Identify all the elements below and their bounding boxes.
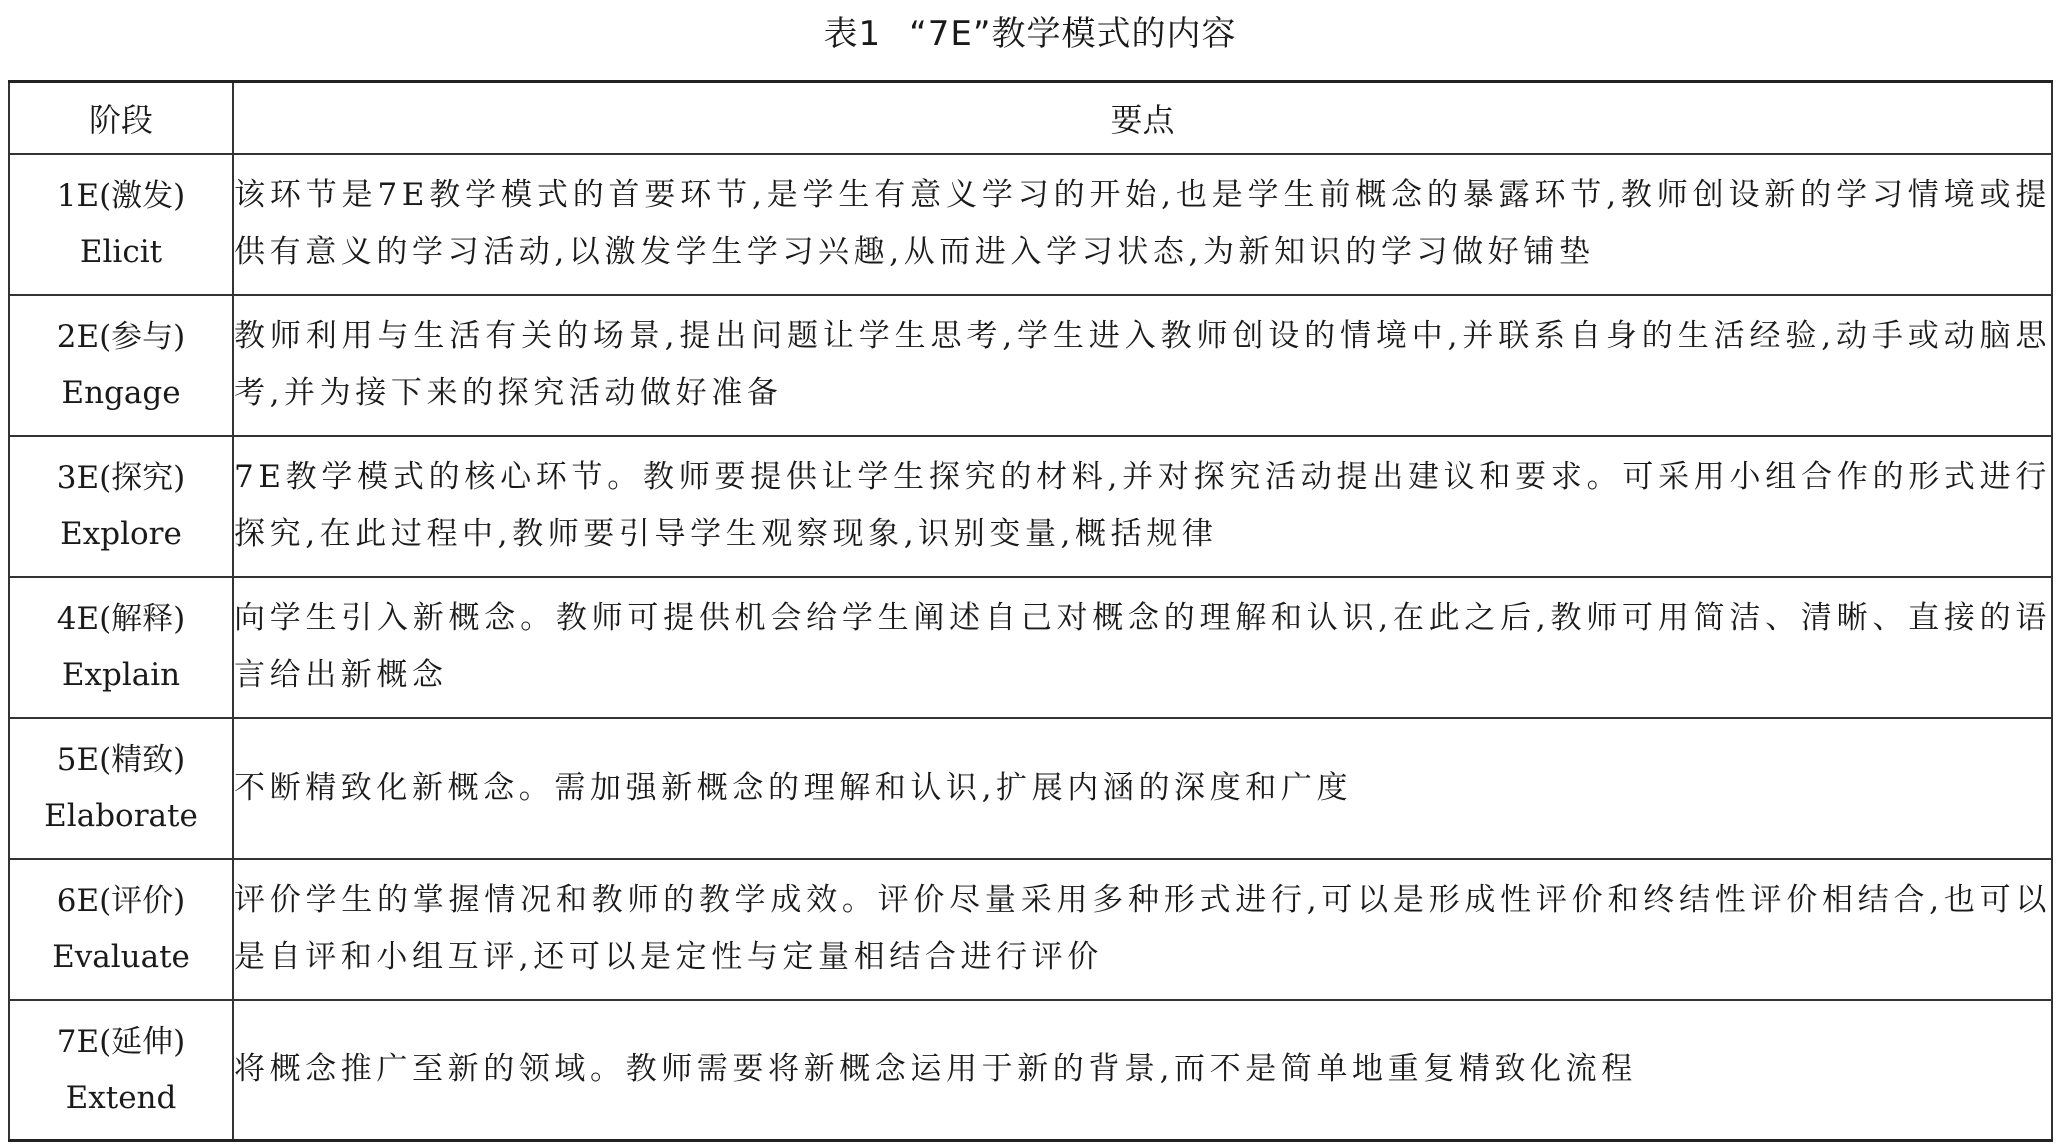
table-row (9, 859, 2052, 1000)
content-table (8, 80, 2053, 1142)
points-cell: 将概念推广至新的领域。教师需要将新概念运用于新的背景,而不是简单地重复精致化流程 (233, 1000, 2052, 1141)
table-caption-label: 表1 (823, 14, 882, 54)
table-caption (0, 6, 2060, 62)
points-cell: 评价学生的掌握情况和教师的教学成效。评价尽量采用多种形式进行,可以是形成性评价和终结性评价相结合,也可以是自评和小组互评,还可以是定性与定量相结合进行评价 (233, 859, 2052, 1000)
stage-name: 1E(激发) (56, 178, 186, 214)
stage-cell (9, 859, 233, 1000)
stage-cell (9, 1000, 233, 1141)
header-stage: 阶段 (9, 82, 233, 154)
points-cell: 向学生引入新概念。教师可提供机会给学生阐述自己对概念的理解和认识,在此之后,教师可用简洁、清晰、直接的语言给出新概念 (233, 577, 2052, 718)
header-points: 要点 (233, 82, 2052, 154)
stage-name-en: Explain (61, 657, 181, 693)
stage-cell (9, 295, 233, 436)
stage-name-en: Elicit (79, 234, 163, 270)
table-caption-title: “7E”教学模式的内容 (909, 14, 1237, 54)
stage-cell (9, 154, 233, 295)
table-row (9, 718, 2052, 859)
table-row (9, 154, 2052, 295)
points-cell: 教师利用与生活有关的场景,提出问题让学生思考,学生进入教师创设的情境中,并联系自身的生活经验,动手或动脑思考,并为接下来的探究活动做好准备 (233, 295, 2052, 436)
stage-cell (9, 577, 233, 718)
stage-cell (9, 718, 233, 859)
stage-name: 4E(解释) (56, 601, 186, 637)
points-cell: 该环节是7E教学模式的首要环节,是学生有意义学习的开始,也是学生前概念的暴露环节,教师创设新的学习情境或提供有意义的学习活动,以激发学生学习兴趣,从而进入学习状态,为新知识的学习做好铺垫 (233, 154, 2052, 295)
stage-cell (9, 436, 233, 577)
stage-name-en: Elaborate (44, 798, 198, 834)
table-row (9, 1000, 2052, 1141)
stage-name-en: Engage (61, 375, 181, 411)
stage-name: 2E(参与) (56, 319, 186, 355)
stage-name-en: Explore (60, 516, 182, 552)
stage-name-en: Evaluate (52, 939, 190, 975)
table-row (9, 436, 2052, 577)
table-row (9, 295, 2052, 436)
stage-name: 7E(延伸) (56, 1023, 186, 1060)
stage-name: 3E(探究) (56, 460, 186, 496)
table-header-row (9, 82, 2052, 154)
points-cell: 不断精致化新概念。需加强新概念的理解和认识,扩展内涵的深度和广度 (233, 718, 2052, 859)
points-cell: 7E教学模式的核心环节。教师要提供让学生探究的材料,并对探究活动提出建议和要求。可采用小组合作的形式进行探究,在此过程中,教师要引导学生观察现象,识别变量,概括规律 (233, 436, 2052, 577)
stage-name: 6E(评价) (56, 883, 186, 919)
table-row (9, 577, 2052, 718)
stage-name-en: Extend (65, 1079, 177, 1116)
stage-name: 5E(精致) (56, 742, 186, 778)
